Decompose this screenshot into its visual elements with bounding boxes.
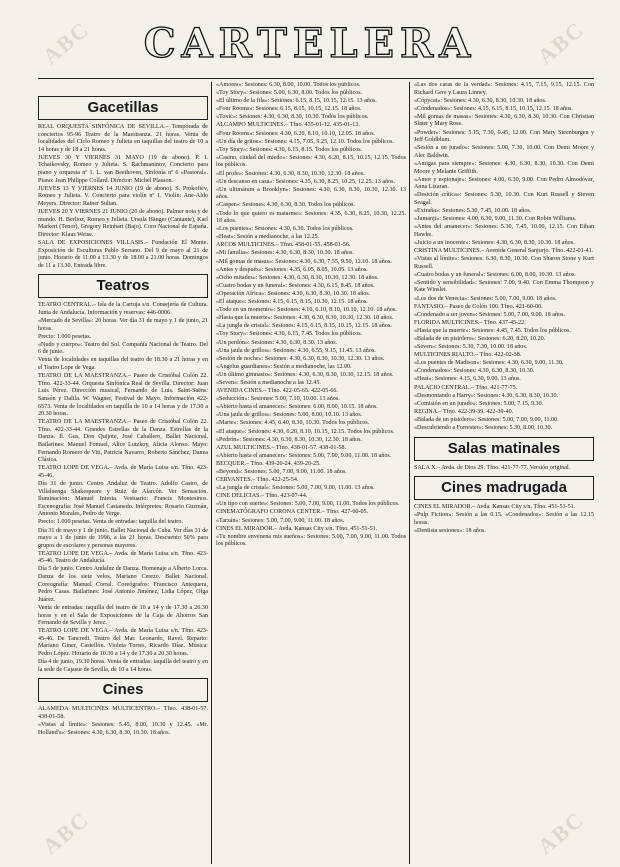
entry: AZUL MULTICINES.– Tfno. 438-01-57. 438-01-58. (216, 444, 347, 451)
entry: SALA X.– Avda. de Dios 29. Tfno. 421-77-77. Versión original. (414, 464, 571, 471)
entry: Precio: 1.000 pesetas. (38, 333, 92, 340)
entry: «Mil gomas de masas»: Sesiones: 4.30, 6.30, 7.55, 9.50, 12.10. 18 años. (216, 258, 392, 265)
entry: Día 4 de junio, 19.30 horas. Venta de entradas: taquilla del teatro y en la sede de Cajasur de Sevilla, de 10 a 14 horas. (38, 659, 208, 673)
entry: CINES EL MIRADOR.– Avda. Kansas City s/n. Tfno. 451-51-51. (414, 504, 576, 511)
entry: «Los puentes de Madison»: Sesiones: 4.30, 6.30, 9.00, 11.30. (414, 360, 564, 367)
entry: «Toy Story»: Sesiones: 4.30, 6.15, 8.15. Todos los públicos. (216, 146, 363, 153)
entry: TEATRO LOPE DE VEGA.– Avda. de María Luisa s/n. Tfno. 423-45-46. De Tancredi. Teatro del Mar. Leonardo, Ravel. Reparto: Mariano Giner, Castellón. Violeta Torres, Ricardo Díaz. Música: Pedro López. Horario de 10.30 a 14 y de 17.30 a 20.30 horas. (38, 628, 208, 657)
entry: «Desición crítica»: Sesiones: 5.30, 10.30. Con Kurt Russell y Steven Seagal. (414, 192, 594, 206)
entry: «La jungla de cristal»: Sesiones: 4.15, 6.15, 8.15, 10.15, 12.15. 18 años. (216, 323, 392, 330)
entry: AVENIDA CINES.– Tfno. 422-05-65. 422-05-66. (216, 388, 338, 395)
entry: «Amor y espionaje»: Sesiones: 4.00, 6.30, 9.00. Con Pedro Almodóvar, Anna Lizaran. (414, 176, 594, 191)
entry: «Condenados»: Sesiones: 4.30, 6.30, 8.30, 10.30. (414, 368, 535, 375)
section-header-teatros: Teatros (38, 274, 208, 298)
entry: «Toy Story»: Sesiones: 5.00, 6.30, 8.00. Todos los públicos. (216, 90, 363, 97)
entry: «Beyond»: Sesiones: 5.00, 7.00, 9.00, 11.00. 18 años. (216, 469, 347, 475)
entry: «Comisión en un jurado»: Sesiones: 5.00, 7.15, 9.30. (414, 400, 544, 407)
entry: CINES EL MIRADOR.– Avda. Kansas City s/n. Tfno. 451-51-51. (216, 525, 378, 532)
entry: JUEVES 20 Y VIERNES 21 JUNIO (20 de abono). Palmer nota y de mundo. H. Berlioz, Romeo y Julieta. Ursula Hänger (Cantante), Karl Markert (Tenor), Gregory Reinhart (Bajo). Coro Nacional de España. Director: Klaus Weise. (38, 209, 208, 238)
entry: «Un día de gritos»: Sesiones: 4.15, 7.05, 9.25, 12.10. Todos los públicos. (216, 138, 394, 145)
top-rule (38, 78, 594, 79)
entry: «Seven»: Sesión a medianoche a las 12.45. (216, 379, 321, 386)
entry: CERVANTES.– Tfno. 422-25-54. (216, 477, 299, 484)
watermark: ABC (532, 16, 590, 70)
section-header-salas-matinales: Salas matinales (414, 437, 594, 461)
entry: «Pedrón»: Sesiones: 4.30, 6.30, 8.30, 10.30, 12.30. 18 años. (216, 436, 363, 443)
entry: «Condenados»: Sesiones: 4.15, 6.15, 8.15, 10.15, 12.15. 18 años. (414, 105, 573, 112)
entry: «Toxic»: Sesiones: 4.30, 6.30, 8.30, 10.30. Todos los públicos. (216, 114, 369, 121)
entry: «Desmontando a Harry»: Sesiones: 4.30, 6.30, 8.30, 10.30. (414, 392, 559, 399)
entry: «Marte»: Sesiones: 4.45, 6.40, 8.30, 10.30. Todos los públicos. (216, 420, 370, 427)
column-middle (216, 82, 406, 867)
entry: «Nudo y cuerpo»: Teatro del Sol. Compañía Nacional de Teatro. Del 6 de junio. (38, 341, 208, 356)
entry: ALAMEDA MULTICINES MULTICENTRO.– Tfno. 438-01-57. 438-01-58. (38, 706, 208, 720)
entry: «Un perdón»: Sesiones: 4.30, 6.30, 8.30. 13 años. (216, 339, 338, 346)
entry: «Balada de un pistolero»: Sesiones: 6.20, 8.20, 10.20. (414, 336, 546, 342)
entry: Venta de entradas: taquilla del teatro de 10 a 14 y de 17.30 a 20.30 horas y en el Sala de Exposiciones de la Caja de Ahorros San Fernando de Sevilla y Jerez. (38, 604, 208, 627)
entry: «El ataque»: Sesiones: 4.15, 6.15, 8.15, 10.30, 12.15. 18 años. (216, 299, 368, 306)
column-rule (409, 82, 410, 864)
entry: «Un último gimnasio»: Sesiones: 4.30, 6.30, 8.30, 10.30, 12.15. 18 años. (216, 371, 394, 378)
entry: «Angelus guardianes»: Sesión a medianoche, las 12.00. (216, 363, 352, 370)
entry: «Pulp Fiction»: Sesión a las 0.15. «Condenados»: Sesión a las 12.15 horas. (414, 512, 594, 526)
entry: SALA DE EXPOSICIONES VILLASIS.– Fundación El Monte. Exposición de Esculturas Pablo Serrano. Del 9 de mayo al 21 de junio. Horario de 11.00 a 13.30 y de 18.00 a 21.00 horas. Domingos de 11 a 13.30. Entrada libre. (38, 239, 208, 269)
entry: «Heat»: Sesión a medianoche, a las 12.25. (216, 234, 320, 241)
entry: «Condenado a ser joven»: Sesiones: 5.00, 7.00, 9.00. 18 años. (414, 311, 565, 318)
entry: «Los puentes»: Sesiones: 4.30, 6.30. Todos los públicos. (216, 226, 354, 233)
entry: «Las dos caras de la verdad»: Sesiones: 4.15, 7.15, 9.15, 12.15. Con Richard Gere y Laura Linney. (414, 82, 594, 96)
entry: «Dentista sesiones»: 18 años. (414, 528, 486, 534)
entry: «Operación Africa»: Sesiones: 4.30, 6.30, 8.30, 10.30. 18 años. (216, 290, 371, 297)
entry: CINEMATÓGRAFO CORONA CENTER.– Tfno. 427-60-05. (216, 509, 369, 516)
entry: «Sentido y sensibilidad»: Sesiones: 7.00, 9.40. Con Emma Thompson y Kate Winslet. (414, 279, 594, 294)
entry: «Amigas para siempre»: Sesiones: 4.30, 6.30, 8.30, 10.30. Con Demi Moore y Melanie Griffith. (414, 160, 594, 175)
entry: Día 5 de junio. Centro Andaluz de Danza. Homenaje a Alberto Lorca. Danza de los siete velos. Mariano Cerezo. Ballet Nacional. Coreografía: Manuel Corral. Coreógrafos: Francisco Antequera, Pedro Casas. Bailarines: José Antonio Jiménez, Lidia López, Olga Juárez. (38, 566, 208, 603)
section-header-cines-madrugada: Cines madrugada (414, 476, 594, 500)
entry: CRISTINA MULTICINES.– Avenida General Sanjurjo. Tfno. 422-01-41. (414, 247, 594, 254)
entry: «Heat»: Sesiones: 4.15, 6.30, 9.00. 13 años. (414, 376, 521, 383)
entry: JUEVES 13 Y VIERNES 14 JUNIO (19 de abono). S. Prokofiev, Romeo y Julieta. V. Concierto para violín nº 1. Violín: Ane-Aldo Meyers. Director: Rainer Sultan. (38, 185, 208, 207)
entry: Precio: 1.000 pesetas. Venta de entradas: taquilla del teatro. (38, 519, 183, 526)
entry: «Hasta que la muerte»: Sesiones: 4.45, 7.45. Todos los públicos. (414, 327, 571, 334)
entry: «Vistas al límite»: Sesiones: 6.30, 8.30, 10.30. Con Sharon Stone y Kurt Russell. (414, 256, 594, 270)
entry: TEATRO DE LA MAESTRANZA.– Paseo de Cristóbal Colón 22. Tfno. 422-33-44. Orquesta Sinfónica Real de Sevilla. Director: Juan Luis Pérez. Dirección musical, Fernando de Luis. Saint-Saëns: Sansón y Dalila. W. Wagner, Festival de Mayo. Información 422-6573. Venta de localidades en taquilla de 10 a 14 horas y de 17.30 a 20.30 horas. (38, 373, 208, 418)
entry: «Mil gomas de masas»: Sesiones: 4.30, 6.30, 8.30, 10.30. Con Christian Slater y Mary Rose. (414, 113, 594, 128)
entry: «Hasta que la muerte»: Sesiones: 4.30, 6.30, 8.30, 10.30, 12.30. 18 años. (216, 315, 394, 322)
entry: TEATRO LOPE DE VEGA.– Avda. de María Luisa s/n. Tfno. 423-45-46. (38, 465, 208, 479)
entry: «Jumanji»: Sesiones: 4.00, 6.30, 9.00, 11.30. Con Robin Williams. (414, 216, 577, 223)
entry: «Un descanso en casa»: Sesiones: 4.35, 6.30, 8.25, 10.25, 12.25. 13 años. (216, 178, 396, 185)
entry: «El profe»: Sesiones: 4.30, 6.30, 8.30, 10.30, 12.30. 18 años. (216, 170, 365, 177)
watermark: ABC (37, 806, 95, 860)
watermark: ABC (532, 806, 590, 860)
entry: «Casper»: Sesiones: 4.30, 6.30, 8.30. Todos los públicos. (216, 202, 355, 209)
entry: «Cuatro bodas y un funeral»: Sesiones: 6.00, 8.00, 10.30. 13 años. (414, 271, 576, 278)
entry: «Four Rooms»: Sesiones: 4.30, 6.20, 8.10, 10.10, 12.05. 18 años. (216, 130, 376, 137)
entry: «Abierto hasta el amanecer»: Sesiones: 5.00, 7.00, 9.00, 11.00. 18 años. (216, 452, 392, 459)
entry: «Toy Story»: Sesiones: 4.30, 6.15, 7.45. Todos los públicos. (216, 331, 363, 338)
entry: TEATRO DE LA MAESTRANZA.– Paseo de Cristóbal Colón 22. Tfno. 422-33-44. Grandes Estrellas de la Danza. Estrellas de la Danza. Il. Gus, Don Quijote, José Caballero, Ballet Nacional. Bailarines: Manuel Fomuel, Alice Lutzkoy, Alicia Alonso. Mayo: Fernando Romero de Viti, Patricia Navarro, Roberto Sánchez, Danza Clásica. (38, 419, 208, 464)
entry: «Descubriendo a Forrester»: Sesiones: 5.30, 8.00, 10.30. (414, 425, 553, 432)
entry: «Balada de un pistolero»: Sesiones: 5.00, 7.00, 9.00, 11.00. (414, 416, 559, 423)
entry: «Four Rooms»: Sesiones: 6.15, 8.15, 10.15, 12.15. 18 años. (216, 106, 362, 113)
entry: «Extraña»: Sesiones: 5.30, 7.45, 10.00. 18 años. (414, 208, 532, 214)
entry: «Tarzán»: Sesiones: 5.00, 7.00, 9.00, 11.00. 18 años. (216, 517, 345, 524)
section-header-gacetillas: Gacetillas (38, 96, 208, 120)
entry: MULTICINES RIALTO.– Tfno. 422-02-38. (414, 352, 522, 359)
entry: TEATRO CENTRAL.– Isla de la Cartuja s/n. Consejería de Cultura. Junta de Andalucía. Información y reservas: 446-0006. (38, 302, 208, 316)
entry: «Abierto hasta el amanecer»: Sesiones: 6.00, 8.00, 10.15. 18 años. (216, 404, 378, 411)
entry: ARCOS MULTICINES.– Tfno. 458-01-55. 458-01-56. (216, 242, 351, 249)
column-left (38, 92, 208, 862)
entry: «Cuatro bodas y un funeral»: Sesiones: 4.30, 6.15, 8.45. 18 años. (216, 282, 375, 289)
entry: «Seven»: Sesiones: 5.30, 7.30, 10.00. 18 años. (414, 344, 528, 351)
watermark: ABC (37, 16, 95, 70)
entry: «Amores»: Sesiones: 6.30, 8.00, 10.00. Todos los públicos. (216, 82, 361, 88)
entry: «Juicio a un inocente»: Sesiones: 4.30, 6.30, 8.30, 10.30. 18 años. (414, 239, 575, 246)
entry: «Todo lo que quiero es matarme»: Sesiones: 4.35, 6.30, 8.25, 10.30, 12.25. 18 años. (216, 210, 406, 225)
entry: FANTASIO.– Paseo de Colón 100. Tfno. 421-60-00. (414, 303, 543, 310)
entry: Día 31 de junio. Centro Andaluz de Teatro. Adolfo Castro, de Villaluenga Shakespeare y Ruiz de Alarcón. Ver Sensación. Iluminación: Manuel Iniesta. Vestuario: Francis Montesinos. Escenografía: José Manuel Castanedo. Intérpretes: Rosario Guzmán, Antonio Morales, Pedro de Verge. (38, 480, 208, 518)
entry: BECQUER.– Tfno. 439-20-24. 439-20-25. (216, 460, 321, 467)
entry: «Vistas al límite»: Sesiones: 5.45, 8.00, 10.30 y 12.45. «Mr. Holland's»: Sesiones: 4.30, 6.30, 8.30, 10.30. 18 años. (38, 721, 208, 736)
entry: PALACIO CENTRAL.– Tfno. 421-77-75. (414, 384, 518, 391)
section-header-cines: Cines (38, 678, 208, 702)
masthead (143, 14, 477, 72)
entry: «El ataque»: Sesiones: 4.30, 6.20, 8.10, 10.15, 12.15. Todos los públicos. (216, 428, 395, 435)
entry: «Tu nombre envenena mis sueños»: Sesiones: 5.00, 7.00, 9.00, 11.00. Todos los públicos. (216, 533, 406, 548)
entry: ALCAMPO MULTICINES.– Tfno. 435-01-12. 435-01-13. (216, 122, 360, 129)
entry: REGINA.– Tfno. 422-39-39. 422-39-40. (414, 408, 514, 415)
entry: «Sesión a un jurado»: Sesiones: 5.00, 7.30, 10.00. Con Demi Moore y Alec Baldwin. (414, 145, 594, 159)
entry: «Ocho mitades»: Sesiones: 4.30, 6.30, 8.30, 10.30, 12.30. 18 años. (216, 274, 379, 281)
entry: «Casino, ciudad del miedo»: Sesiones: 4.30, 6.20, 8.15, 10.15, 12.15. Todos los públicos. (216, 154, 406, 169)
entry: «Seducción»: Sesiones: 5.00, 7.10, 10.00. 13 años. (216, 396, 340, 403)
entry: «Los dos de Venecia»: Sesiones: 5.00, 7.00, 9.00. 18 años. (414, 295, 557, 302)
entry: «Antes y después»: Sesiones: 4.35, 6.05, 8.05, 10.05. 13 años. (216, 266, 368, 273)
entry: «Mi familia»: Sesiones: 4.30, 6.30, 8.30, 10.30. 18 años. (216, 250, 354, 257)
entry: «Mercado de Sevilla»: 20 horas. Ver día 31 de mayo y 1 de junio, 21 horas. (38, 317, 208, 332)
entry: Día 31 de mayo y 1 de junio. Ballet Nacional de Cuba. Ver días 31 de mayo a 1 de junio de 1996, a las 21 horas. Descuento 50% para grupos de escolares y personas mayores. (38, 527, 208, 549)
entry: «El último de la fila»: Sesiones: 6.15, 8.15, 10.15, 12.15. 13 años. (216, 98, 377, 105)
entry: «Copycat»: Sesiones: 4.30, 6.30, 8.30, 10.30. 18 años. (414, 97, 547, 104)
entry: «Una jaula de grillos»: Sesiones: 4.30, 6.55, 9.15, 11.45. 13 años. (216, 347, 376, 354)
entry: «Powder»: Sesiones: 5.15, 7.30, 9.45, 12.00. Con Mary Steenburgen y Jeff Goldblum. (414, 129, 594, 144)
entry: «Un tipo con suerte»: Sesiones: 5.00, 7.00, 9.00, 11.00. Todos los públicos. (216, 501, 400, 508)
entry: Venta de localidades en taquillas del teatro de 18.30 a 21 horas y en el Teatro Lope de Vega. (38, 357, 208, 372)
entry: JUEVES 30 Y VIERNES 31 MAYO (19 de abono). P. I. Tchaikovsky, Romeo y Julieta. S. Rachmaninov, Concierto para piano y orquesta nº 1. L. van Beethoven, Sinfonía nº 6 «Pastoral». Piano: Jean Philippe Collard. Director: Michel Plasson. (38, 154, 208, 184)
entry: «Todo en un momento»: Sesiones: 4.10, 6.10, 8.10, 10.10, 12.10. 18 años. (216, 307, 397, 314)
entry: «Sesión de noche»: Sesiones: 4.30, 6.30, 8.30, 10.30, 12.30. 13 años. (216, 355, 385, 362)
entry: «La jungla de cristal»: Sesiones: 5.00, 7.00, 9.00, 11.00. 13 años. (216, 485, 375, 492)
column-rule (211, 82, 212, 864)
entry: CINE DELICIAS.– Tfno. 423-07-44. (216, 493, 308, 500)
entry: TEATRO LOPE DE VEGA.– Avda. de María Luisa s/n. Tfno. 423-45-46. Teatro de Andalucía. (38, 550, 208, 565)
entry: «Un ultimátum a Brooklyn»: Sesiones: 4.30, 6.30, 8.30, 10.30, 12.30. 13 años. (216, 186, 406, 201)
entry: «Una jaula de grillos»: Sesiones: 5.00, 8.00, 10.10. 13 años. (216, 412, 363, 419)
masthead-title: CARTELERA (143, 19, 477, 67)
entry: «Antes del amanecer»: Sesiones: 5.30, 7.45, 10.00, 12.15. Con Ethan Hawke. (414, 224, 594, 238)
column-right (414, 82, 594, 867)
entry: REAL ORQUESTA SINFÓNICA DE SEVILLA.– Temporada de conciertos 95-96 Teatro de la Maestranza. 21 horas. Venta de localidades del Ciclo Romeo y Julieta en taquillas del teatro de 10 a 14 horas y de 18 a 21 horas. (38, 124, 208, 153)
entry: FLORIDA MULTICINES.– Tfno. 437-45-22. (414, 319, 526, 326)
